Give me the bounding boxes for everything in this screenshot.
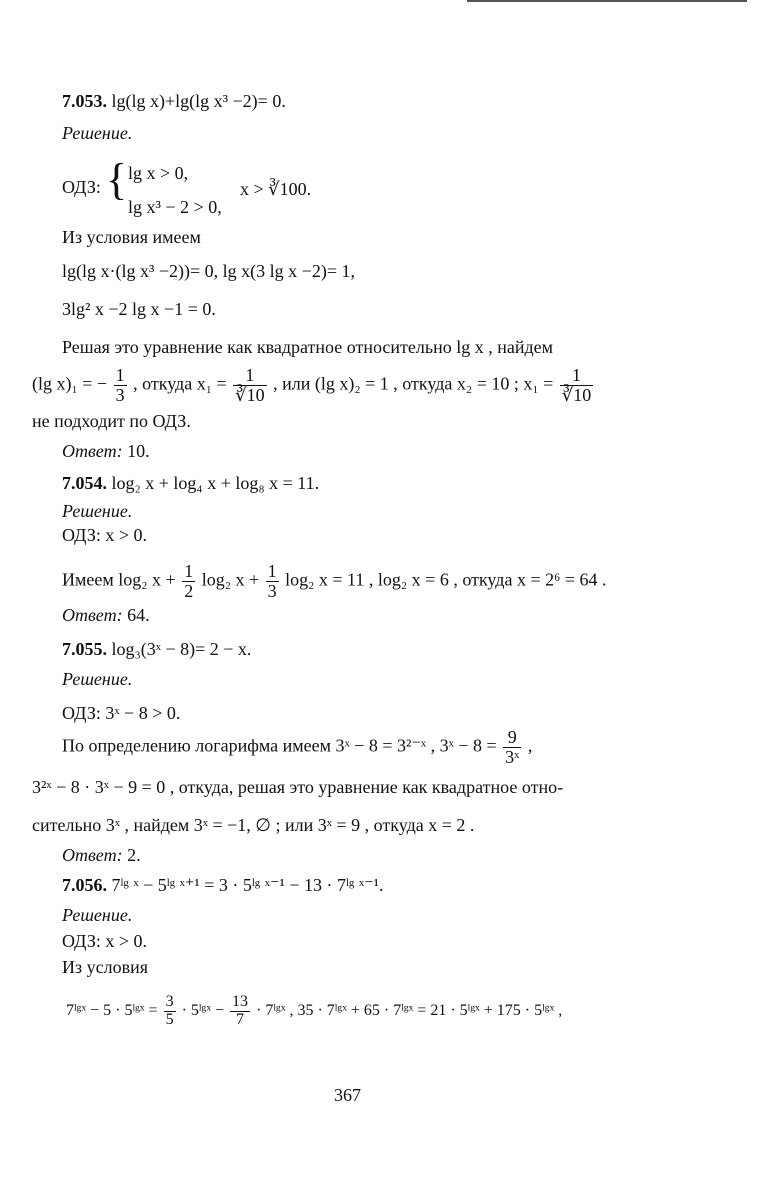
answer-label: Ответ: [62, 441, 123, 461]
fraction-denominator: 3 [267, 580, 277, 601]
fraction [266, 562, 279, 601]
math-text: 7ˡᵍˣ − 5 · 5ˡᵍˣ = [66, 1001, 158, 1019]
fraction-denominator: 3 [115, 384, 125, 405]
fraction-numerator: 1 [267, 561, 277, 581]
answer-value: 2. [127, 845, 141, 865]
problem-number: 7.053. [62, 91, 107, 111]
fraction [182, 562, 195, 601]
text-line: не подходит по ОДЗ. [32, 411, 191, 431]
answer-label: Ответ: [62, 845, 123, 865]
odz-line: ОДЗ: x > 0. [62, 525, 147, 545]
answer-value: 10. [127, 441, 150, 461]
fraction-numerator: 9 [503, 728, 521, 748]
problem-7054-title [62, 474, 319, 492]
fraction-numerator: 1 [560, 366, 593, 386]
text-line: Из условия [62, 957, 148, 977]
fraction-denominator: 7 [236, 1010, 245, 1028]
header-rule [467, 0, 747, 2]
math-line: 3²ˣ − 8 · 3ˣ − 9 = 0 , откуда, решая это уравнение как квадратное отно- [32, 777, 564, 797]
problem-equation: lg(lg x)+lg(lg x³ −2)= 0. [111, 91, 286, 111]
text-line: Решая это уравнение как квадратное относительно lg x , найдем [62, 337, 554, 357]
math-text: log₂ x + [201, 569, 260, 590]
answer-line [62, 606, 150, 624]
answer-value: 64. [127, 605, 150, 625]
solution-label: Решение. [62, 501, 133, 521]
problem-number: 7.056. [62, 875, 107, 895]
odz-label: ОДЗ: [62, 177, 101, 197]
text-line: Из условия имеем [62, 227, 201, 247]
answer-label: Ответ: [62, 605, 123, 625]
odz-condition-2: lg x³ − 2 > 0, [128, 197, 222, 217]
problem-7055-title [62, 640, 251, 658]
math-text: log₂ x = 11 , log₂ x = 6 , откуда x = 2⁶ = 64 . [285, 569, 607, 590]
math-line [62, 562, 607, 601]
math-line [62, 728, 532, 767]
solution-label: Решение. [62, 905, 133, 925]
fraction [503, 728, 521, 767]
system-brace: { [106, 155, 128, 204]
math-line: сительно 3ˣ , найдем 3ˣ = −1, ∅ ; или 3ˣ = 9 , откуда x = 2 . [32, 815, 475, 835]
problem-number: 7.054. [62, 473, 107, 493]
problem-equation: log₂ x + log₄ x + log₈ x = 11. [111, 473, 320, 493]
fraction [230, 994, 250, 1029]
math-text: · 7ˡᵍˣ , 35 · 7ˡᵍˣ + 65 · 7ˡᵍˣ = 21 · 5ˡᵍˣ + 175 · 5ˡᵍˣ , [256, 1001, 563, 1019]
fraction-numerator: 13 [232, 993, 249, 1010]
math-text: Имеем log₂ x + [62, 569, 176, 590]
fraction-numerator: 1 [184, 561, 194, 581]
math-text: , или (lg x)₂ = 1 , откуда x₂ = 10 ; x₁ = [273, 373, 554, 394]
math-text: , [527, 735, 533, 756]
fraction [114, 366, 127, 405]
fraction-numerator: 1 [233, 366, 266, 386]
math-text: (lg x)₁ = − [32, 373, 108, 394]
math-line: lg(lg x·(lg x³ −2))= 0, lg x(3 lg x −2)= 1, [62, 261, 355, 281]
odz-result: x > ∛100. [240, 179, 312, 199]
fraction [560, 366, 593, 405]
roots-line [32, 366, 595, 405]
fraction-denominator: 5 [165, 1010, 174, 1028]
answer-line [62, 442, 150, 460]
math-line: 3lg² x −2 lg x −1 = 0. [62, 299, 216, 319]
solution-label: Решение. [62, 669, 133, 689]
math-text: · 5ˡᵍˣ − [181, 1001, 225, 1019]
fraction-denominator: 3ˣ [505, 746, 520, 767]
odz-condition-1: lg x > 0, [128, 163, 189, 183]
fraction [233, 366, 266, 405]
solution-label: Решение. [62, 123, 133, 143]
problem-7056-title [62, 876, 384, 894]
problem-7053-title [62, 92, 286, 110]
problem-equation: 7ˡᵍ ˣ − 5ˡᵍ ˣ⁺¹ = 3 · 5ˡᵍ ˣ⁻¹ − 13 · 7ˡᵍ ˣ⁻¹. [111, 875, 384, 895]
fraction-numerator: 1 [115, 365, 125, 385]
page-number: 367 [334, 1085, 361, 1105]
answer-line [62, 846, 141, 864]
fraction-denominator: ∛10 [561, 384, 592, 405]
math-text: , откуда x₁ = [133, 373, 227, 394]
math-text: По определению логарифма имеем 3ˣ − 8 = 3²⁻ˣ , 3ˣ − 8 = [62, 735, 497, 756]
math-line [66, 994, 562, 1029]
problem-equation: log₃(3ˣ − 8)= 2 − x. [111, 639, 252, 659]
fraction [164, 994, 176, 1029]
odz-line: ОДЗ: x > 0. [62, 931, 147, 951]
odz-line: ОДЗ: 3ˣ − 8 > 0. [62, 703, 181, 723]
fraction-numerator: 3 [165, 993, 174, 1010]
fraction-denominator: 2 [184, 580, 194, 601]
fraction-denominator: ∛10 [235, 384, 265, 405]
problem-number: 7.055. [62, 639, 107, 659]
